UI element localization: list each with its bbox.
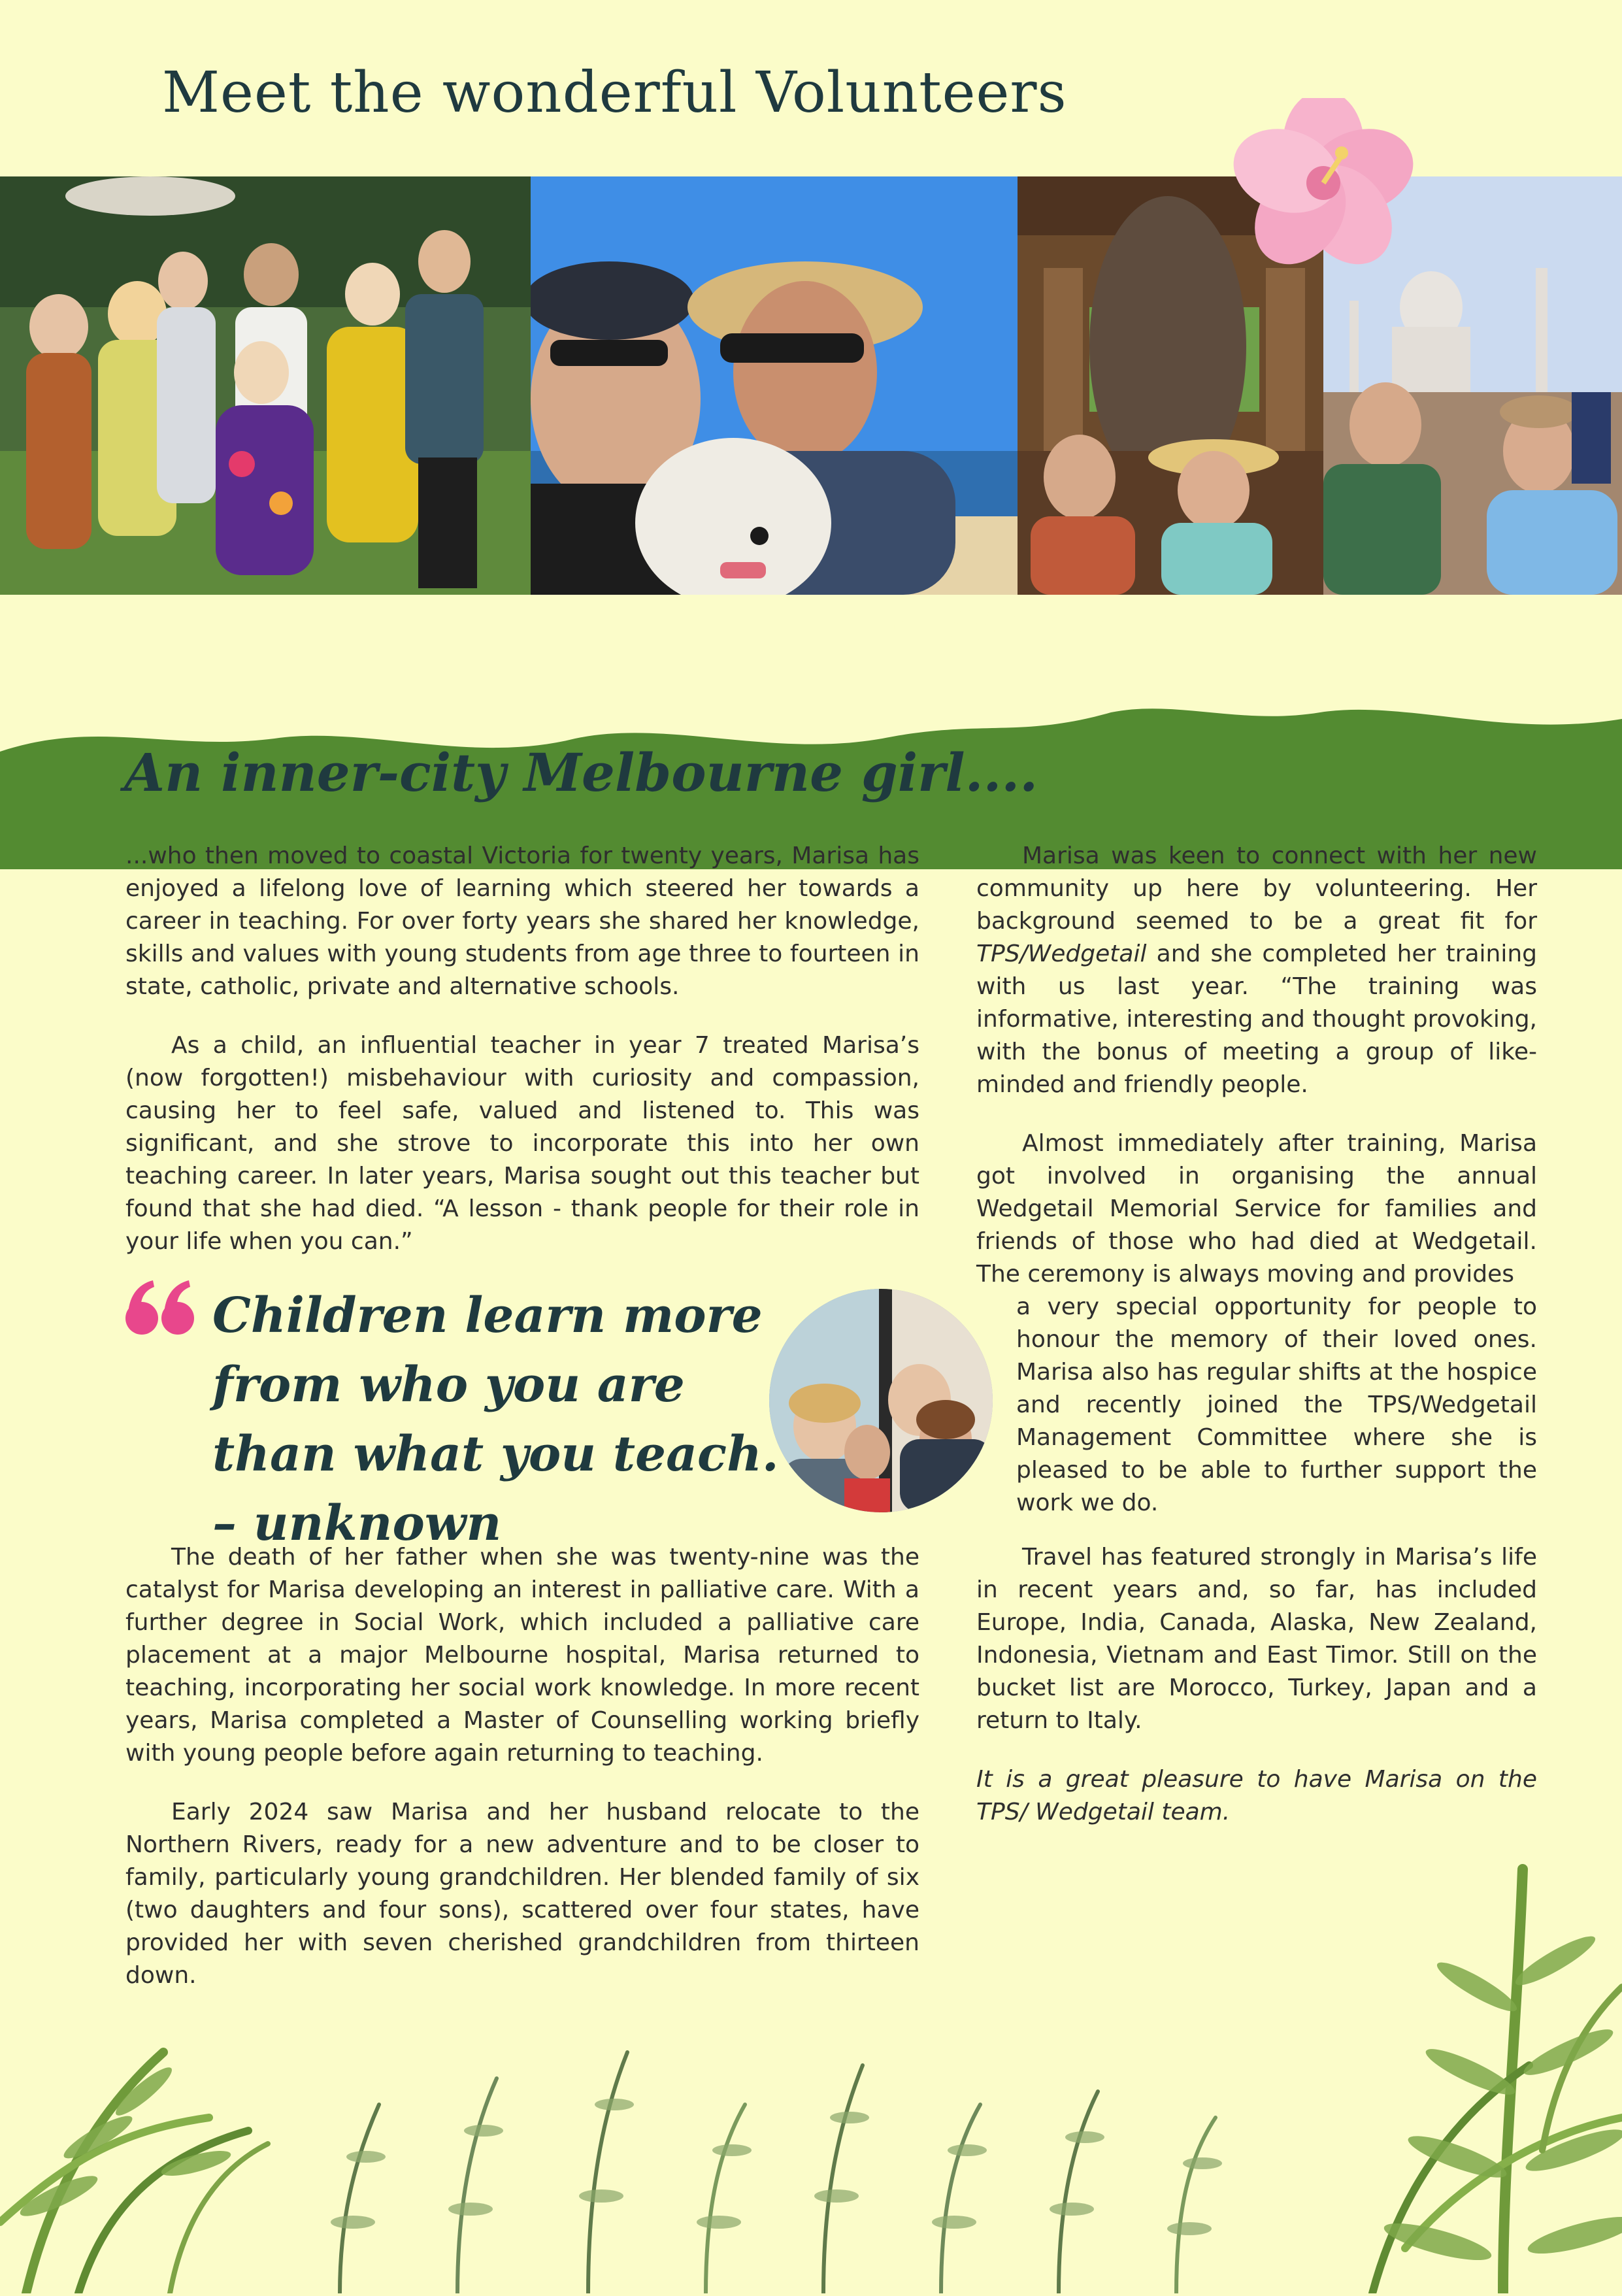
couple-with-dog-photo xyxy=(531,176,1018,595)
hibiscus-flower-icon xyxy=(1229,98,1418,268)
right-column xyxy=(976,840,1537,1291)
quote-mark-icon xyxy=(124,1278,196,1337)
fern-border-decoration xyxy=(0,1856,1622,2293)
right-column-lower xyxy=(976,1541,1537,1855)
closing-remark: It is a great pleasure to have Marisa on the TPS/ Wedgetail team. xyxy=(976,1766,1537,1825)
paragraph: The death of her father when she was twenty-nine was the catalyst for Marisa developing an interest in palliative care. With a further degree in Social Work, which included a palliative care placement at a major Melbourne hospital, Marisa returned to teaching, incorporating her social work knowledge. In more recent years, Marisa completed a Master of Counselling working briefly with young people before again returning to teaching. xyxy=(125,1544,919,1767)
page-title: Meet the wonderful Volunteers xyxy=(162,60,1067,125)
article-headline: An inner-city Melbourne girl.... xyxy=(124,742,1038,803)
paragraph: Marisa was keen to connect with her new community up here by volunteering. Her background seemed to be a great fit for TPS/Wedgetail and she completed her training with us last year. “The training was informative, interesting and thought provoking, with the bonus of meeting a group of like-minded and friendly people. xyxy=(976,842,1537,1098)
paragraph: Almost immediately after training, Marisa got involved in organising the annual Wedgetail Memorial Service for families and friends of those who had died at Wedgetail. The ceremony is always moving and provides xyxy=(976,1130,1537,1288)
page-number: 5 xyxy=(1508,2196,1525,2226)
volunteer-signature: ~ Marisa Bettiol xyxy=(889,595,1348,653)
green-banner-band xyxy=(0,542,1622,869)
paragraph: As a child, an influential teacher in year 7 treated Marisa’s (now forgotten!) misbehaviour with curiosity and compassion, causing her to feel safe, valued and listened to. This was significant, and she strove to incorporate this into her own teaching career. In later years, Marisa sought out this teacher but found that she had died. “A lesson - thank people for their role in your life when you can.” xyxy=(125,1032,919,1255)
paragraph: Early 2024 saw Marisa and her husband relocate to the Northern Rivers, ready for a new adventure and to be closer to family, particularly young grandchildren. Her blended family of six (two daughters and four sons), scattered over four states, have provided her with seven cherished grandchildren from thirteen down. xyxy=(125,1799,919,1989)
paragraph: Travel has featured strongly in Marisa’s life in recent years and, so far, has included Europe, India, Canada, Alaska, New Zealand, Indonesia, Vietnam and East Timor. Still on the bucket list are Morocco, Turkey, Japan and a return to Italy. xyxy=(976,1544,1537,1734)
paragraph: ...who then moved to coastal Victoria for twenty years, Marisa has enjoyed a lifelong love of learning which steered her towards a career in teaching. For over forty years she shared her knowledge, skills and values with young students from age three to fourteen in state, catholic, private and alternative schools. xyxy=(125,842,919,1000)
left-column xyxy=(125,840,919,1284)
paragraph-continued: a very special opportunity for people to honour the memory of their loved ones. Marisa also has regular shifts at the hospice and recently joined the TPS/Wedgetail Management Committee where she is pleased to be able to further support the work we do. xyxy=(1016,1293,1537,1516)
grandchildren-photo xyxy=(769,1289,993,1512)
right-column-wrap xyxy=(1016,1291,1537,1520)
organisation-name: TPS/Wedgetail xyxy=(976,940,1147,967)
family-group-photo xyxy=(0,176,531,595)
pull-quote: Children learn more from who you are than what you teach. – unknown xyxy=(212,1288,779,1552)
